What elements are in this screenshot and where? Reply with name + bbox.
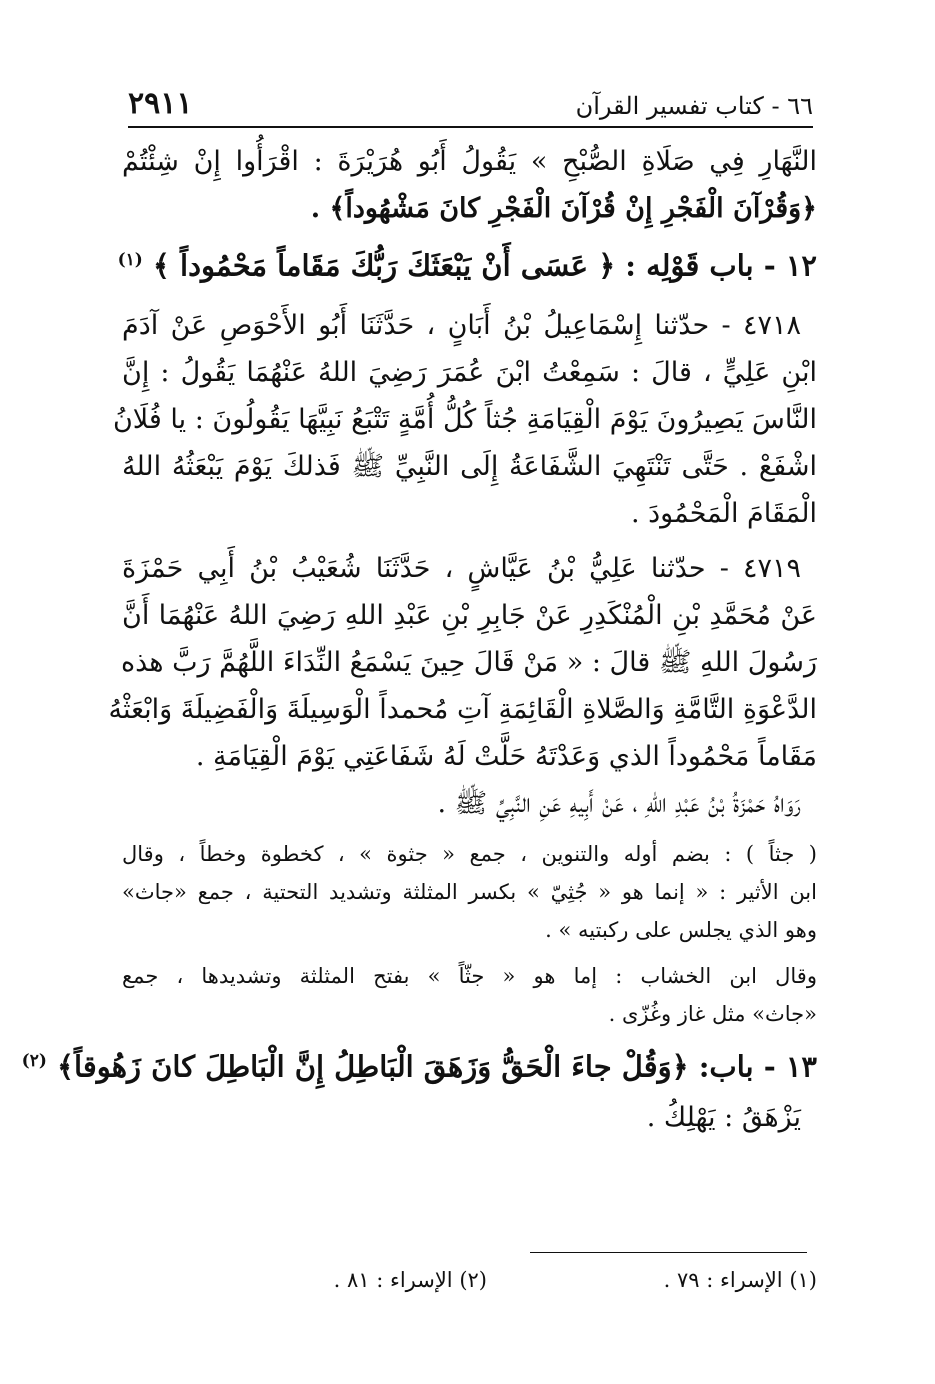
hadith-4719 — [108, 545, 817, 780]
hadith-line: مَقَاماً مَحْمُوداً الذي وَعَدْتَهُ حَلَّتْ لَهُ شَفَاعَتِي يَوْمَ الْقِيَامَةِ . — [195, 740, 817, 772]
hadith-line: عَنْ مُحَمَّدِ بْنِ الْمُنْكَدِرِ عَنْ جَابِرِ بْنِ عَبْدِ اللهِ رَضِيَ اللهُ عَنْهُمَا أَنَّ — [122, 599, 817, 631]
hadith-line: رَسُولَ اللهِ ﷺ قالَ : « مَنْ قَالَ حِينَ يَسْمَعُ النِّدَاءَ اللَّهُمَّ رَبَّ هذه — [120, 646, 817, 678]
footnote-ref: (٢) — [21, 1050, 47, 1071]
text-line: النَّهَارِ فِي صَلَاةِ الصُّبْحِ » يَقُولُ أَبُو هُرَيْرَةَ : اقْرَأُوا إِنْ شِئْتُمْ — [122, 146, 817, 177]
hadith-line: النَّاسَ يَصِيرُونَ يَوْمَ الْقِيَامَةِ جُثاً كُلُّ أُمَّةٍ تَتْبَعُ نَبِيَّهَا يَقُولُونَ : يا فُلَانُ — [112, 403, 817, 435]
hadith-4718 — [112, 302, 817, 537]
footnote-2: (٢) الإسراء : ٨١ . — [333, 1268, 487, 1292]
hadith-line: اشْفَعْ . حَتَّى تَنْتَهِيَ الشَّفَاعَةُ إِلَى النَّبِيِّ ﷺ فَذلكَ يَوْمَ يَبْعَثُهُ اللهُ — [122, 450, 817, 482]
hadith-line: الْمَقَامَ الْمَحْمُودَ . — [630, 497, 817, 529]
note-line: ابن الأثير : « إنما هو « جُثِيّ » بكسر المثلثة وتشديد التحتية ، جمع «جاث» — [122, 879, 817, 904]
page-body — [21, 138, 817, 1141]
chapter-heading-text: ١٣ - باب: ﴿وَقُلْ جاءَ الْحَقُّ وَزَهَقَ الْبَاطِلُ إِنَّ الْبَاطِلَ كانَ زَهُوقاً﴾ — [57, 1049, 817, 1084]
hadith-line: ابْنِ عَلِيٍّ ، قالَ : سَمِعْتُ ابْنَ عُمَرَ رَضِيَ اللهُ عَنْهُمَا يَقُولُ : إِنَّ — [122, 356, 817, 388]
explanatory-note-2 — [122, 957, 817, 1033]
header-rule — [128, 126, 813, 128]
note-line: وقال ابن الخشاب : إما هو « جثّاً » بفتح المثلثة وتشديدها ، جمع — [122, 963, 817, 988]
running-title: ٦٦ - كتاب تفسير القرآن — [575, 92, 813, 120]
footnote-rule — [530, 1252, 807, 1253]
hadith-line: الدَّعْوَةِ التَّامَّةِ وَالصَّلاةِ الْقَائِمَةِ آتِ مُحمداً الْوَسِيلَةَ وَالْفَضِيلَةَ وَابْعَثْهُ — [108, 693, 817, 725]
hadith-line: ٤٧١٨ - حدّثنا إِسْمَاعِيلُ بْنُ أَبَانٍ ، حَدَّثَنَا أَبُو الأَحْوَصِ عَنْ آدَمَ — [122, 309, 801, 341]
footnotes — [240, 1268, 817, 1304]
note-line: وهو الذي يجلس على ركبتيه » . — [545, 917, 817, 942]
note-line: ( جثاً ) : بضم أوله والتنوين ، جمع « جثوة » ، كخطوة وخطاً ، وقال — [122, 841, 817, 866]
riwayah-line: رَوَاهُ حَمْزَةُ بْنُ عَبْدِ اللهِ ، عَنْ أَبِيهِ عَنِ النَّبِيِّ ﷺ . — [437, 787, 801, 819]
hadith-line: ٤٧١٩ - حدّثنا عَلِيُّ بْنُ عَيَّاشٍ ، حَدَّثَنَا شُعَيْبُ بْنُ أَبِي حَمْزَةَ — [122, 552, 801, 584]
explanatory-note-1 — [122, 835, 817, 949]
definition-line: يَزْهَقُ : يَهْلِكُ . — [646, 1102, 801, 1134]
chapter-heading-13 — [21, 1033, 817, 1095]
note-line: «جاث» مثل غاز وغُزّى . — [608, 1001, 817, 1026]
page-number: ٢٩١١ — [128, 86, 193, 121]
footnote-1: (١) الإسراء : ٧٩ . — [663, 1268, 817, 1292]
quran-verse-line: ﴿وَقُرْآنَ الْفَجْرِ إِنْ قُرْآنَ الْفَجْرِ كانَ مَشْهُوداً﴾ . — [310, 193, 817, 224]
chapter-heading-text: ١٢ - باب قَوْلِه : ﴿ عَسَى أَنْ يَبْعَثَكَ رَبُّكَ مَقَاماً مَحْمُوداً ﴾ — [152, 248, 817, 283]
page-header — [128, 86, 813, 126]
footnote-ref: (١) — [117, 250, 143, 270]
chapter-heading-12 — [117, 232, 817, 294]
